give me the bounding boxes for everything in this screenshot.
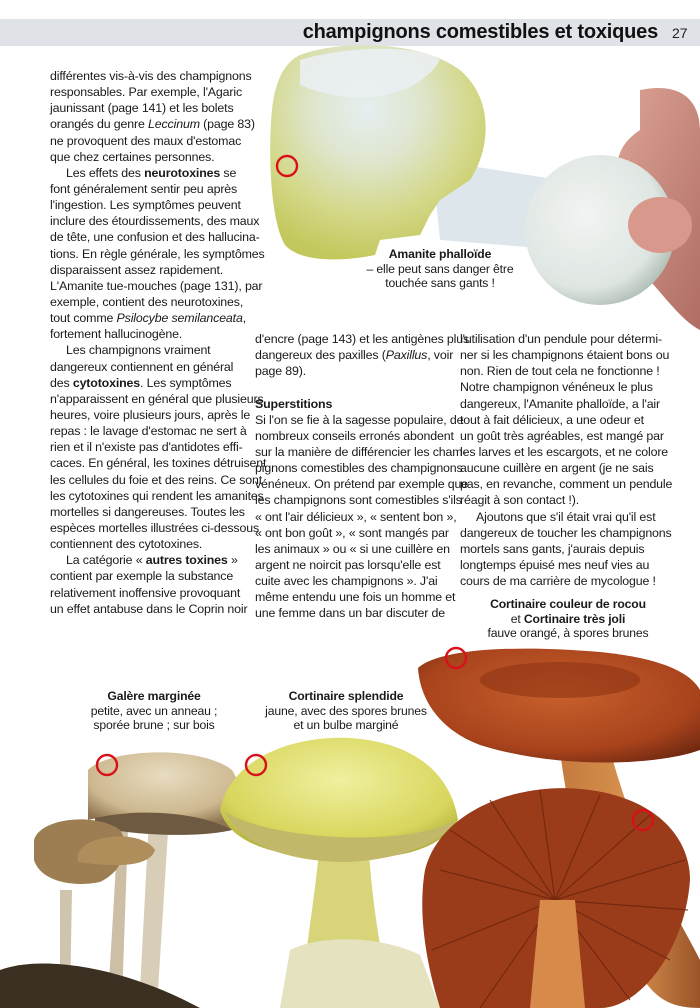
- text-line: [50, 552, 266, 568]
- text-segment: Les effets des: [66, 165, 145, 180]
- caption-text: – elle peut sans danger être: [366, 261, 514, 276]
- caption-title: Cortinaire très joli: [523, 611, 626, 626]
- text-segment: argent ne noircit pas lorsqu'elle est: [255, 557, 441, 572]
- caption-galere-marginee: [64, 689, 244, 733]
- text-segment: différentes vis-à-vis des champignons: [50, 69, 252, 83]
- text-line: [460, 428, 672, 444]
- text-line: [255, 347, 469, 363]
- bold-term: cytotoxines: [72, 375, 141, 390]
- text-segment: mortels sans gants, j'aurais depuis: [460, 541, 645, 556]
- text-line: [50, 359, 266, 375]
- text-segment: repas : le lavage d'estomac ne sert à: [50, 424, 247, 439]
- text-segment: de tête, une confusion et des hallucina-: [50, 230, 260, 245]
- text-segment: dangereux des paxilles (: [255, 348, 386, 363]
- text-line: [255, 444, 469, 460]
- caption-text: petite, avec un anneau ;: [90, 703, 218, 718]
- bold-term: autres toxines: [145, 553, 228, 568]
- text-segment: longtemps épuisé mes neuf vies au: [460, 557, 650, 572]
- text-line: [255, 379, 469, 395]
- text-segment: un goût très agréables, est mangé par: [460, 428, 664, 443]
- italic-term: Psilocybe semilanceata: [116, 311, 243, 326]
- text-line: [255, 460, 469, 476]
- text-segment: espèces mortelles illustrées ci-dessous: [50, 520, 260, 535]
- text-segment: La catégorie «: [66, 553, 146, 568]
- text-line: [50, 310, 266, 326]
- caption-text: jaune, avec des spores brunes: [265, 703, 427, 718]
- text-line: [50, 165, 266, 181]
- text-line: [460, 379, 672, 395]
- text-segment: . Les symptômes: [140, 375, 232, 390]
- caption-amanite-phalloide: [350, 247, 530, 291]
- text-line: [50, 262, 266, 278]
- text-line: [460, 509, 672, 525]
- cortinaire-rocou-photo: [418, 649, 700, 1008]
- cortinaire-splendide-photo: [220, 738, 458, 1008]
- text-line: [50, 423, 266, 439]
- text-line: [50, 488, 266, 504]
- caption-text: et un bulbe marginé: [293, 718, 399, 732]
- text-segment: fortement hallucinogène.: [50, 327, 183, 342]
- text-line: [255, 331, 469, 347]
- text-segment: inclure des étourdissements, des maux: [50, 214, 260, 229]
- text-segment: dangereux contiennent en général: [50, 359, 234, 374]
- text-segment: réagit à son contact !).: [460, 493, 579, 508]
- text-line: [255, 476, 469, 492]
- italic-term: Leccinum: [148, 117, 200, 132]
- text-line: [255, 396, 469, 412]
- galere-marginee-photo: [0, 752, 240, 1008]
- caption-text: touchée sans gants !: [385, 276, 495, 290]
- text-line: [255, 363, 469, 379]
- text-line: [460, 444, 672, 460]
- text-line: [460, 557, 672, 573]
- text-line: [255, 573, 469, 589]
- text-line: [460, 412, 672, 428]
- text-segment: pignons comestibles des champignons: [255, 461, 463, 476]
- caption-title: Galère marginée: [107, 689, 201, 703]
- bold-term: neurotoxines: [144, 165, 221, 180]
- text-line: [460, 331, 672, 347]
- text-line: [50, 68, 266, 84]
- text-line: [460, 347, 672, 363]
- text-line: [460, 525, 672, 541]
- text-segment: « ont bon goût », « sont mangés par: [255, 525, 449, 540]
- text-segment: ner si les champignons étaient bons ou: [460, 348, 670, 363]
- text-line: [460, 573, 672, 589]
- page-title: champignons comestibles et toxiques: [302, 21, 658, 43]
- text-line: [50, 149, 266, 165]
- text-segment: disparaissent assez rapidement.: [50, 262, 224, 277]
- text-line: [50, 407, 266, 423]
- caption-text: fauve orangé, à spores brunes: [487, 626, 649, 640]
- text-segment: »: [227, 553, 238, 568]
- text-line: [50, 439, 266, 455]
- text-segment: les cellules du foie et des reins. Ce sont: [50, 472, 263, 487]
- text-line: [50, 181, 266, 197]
- text-segment: L'Amanite tue-mouches (page 131), par: [50, 278, 263, 293]
- text-line: [255, 509, 469, 525]
- text-column-3: [460, 331, 672, 589]
- text-segment: une femme dans un bar discuter de: [255, 606, 445, 621]
- text-line: [255, 589, 469, 605]
- text-segment: Les champignons vraiment: [66, 343, 211, 358]
- text-line: [50, 568, 266, 584]
- text-segment: heures, voire plusieurs jours, après le: [50, 407, 251, 422]
- text-segment: cuite avec les champignons ». J'ai: [255, 574, 438, 589]
- caption-title: Amanite phalloïde: [388, 247, 492, 261]
- text-line: [255, 428, 469, 444]
- text-segment: se: [220, 165, 237, 180]
- text-line: [255, 412, 469, 428]
- text-line: [460, 396, 672, 412]
- text-line: [460, 492, 672, 508]
- text-segment: dangereux, l'Amanite phalloïde, a l'air: [460, 396, 661, 411]
- text-segment: orangés du genre: [50, 117, 149, 132]
- text-line: [255, 492, 469, 508]
- text-line: [460, 476, 672, 492]
- text-line: [50, 294, 266, 310]
- text-segment: jaunissant (page 141) et les bolets: [50, 101, 234, 116]
- text-line: [50, 601, 266, 617]
- text-segment: cours de ma carrière de mycologue !: [460, 574, 656, 589]
- text-segment: « ont l'air délicieux », « sentent bon »,: [255, 509, 457, 524]
- text-segment: contiennent des cytotoxines.: [50, 537, 203, 552]
- text-segment: même entendu une fois un homme et: [255, 590, 456, 605]
- text-segment: l'utilisation d'un pendule pour détermi-: [460, 332, 662, 346]
- text-segment: des: [50, 375, 73, 390]
- text-line: [50, 116, 266, 132]
- text-segment: , voir: [427, 348, 454, 363]
- text-segment: Ajoutons que s'il était vrai qu'il est: [476, 509, 656, 524]
- text-line: [50, 375, 266, 391]
- text-segment: exemple, contient des neurotoxines,: [50, 294, 244, 309]
- text-segment: les cytotoxines qui rendent les amanites: [50, 488, 264, 503]
- italic-term: Paxillus: [385, 348, 428, 363]
- text-segment: les larves et les escargots, et ne colore: [460, 444, 669, 459]
- text-line: [50, 472, 266, 488]
- text-line: [50, 536, 266, 552]
- page-number: 27: [672, 25, 688, 41]
- caption-title: Cortinaire splendide: [288, 689, 404, 703]
- text-segment: rien et il n'existe pas d'antidotes effi-: [50, 440, 243, 455]
- text-line: [50, 133, 266, 149]
- text-line: [50, 84, 266, 100]
- text-line: [255, 525, 469, 541]
- text-line: [460, 541, 672, 557]
- text-segment: tout à fait délicieux, a une odeur et: [460, 412, 644, 427]
- caption-connector: et: [510, 611, 521, 626]
- text-line: [50, 455, 266, 471]
- text-segment: d'encre (page 143) et les antigènes plus: [255, 332, 470, 346]
- text-column-2: [255, 331, 469, 622]
- text-segment: dangereux de toucher les champignons: [460, 525, 672, 540]
- text-segment: relativement inoffensive provoquant: [50, 585, 241, 600]
- caption-text: sporée brune ; sur bois: [93, 718, 215, 732]
- text-segment: tout comme: [50, 311, 117, 326]
- text-segment: les animaux » ou « si une cuillère en: [255, 541, 450, 556]
- text-segment: ne provoquent des maux d'estomac: [50, 133, 242, 148]
- text-line: [50, 100, 266, 116]
- caption-cortinaire-rocou: [468, 597, 668, 641]
- text-segment: font généralement sentir peu après: [50, 181, 238, 196]
- text-segment: vénéneux. On prétend par exemple que: [255, 477, 468, 492]
- text-segment: les champignons sont comestibles s'ils: [255, 493, 462, 508]
- text-segment: caces. En général, les toxines détruisent: [50, 456, 267, 471]
- text-segment: que chez certaines personnes.: [50, 149, 215, 164]
- text-segment: responsables. Par exemple, l'Agaric: [50, 85, 243, 100]
- text-line: [255, 605, 469, 621]
- text-segment: aucune cuillère en argent (je ne sais: [460, 461, 654, 476]
- text-column-1: [50, 68, 266, 617]
- text-segment: n'apparaissent en général que plusieurs: [50, 391, 264, 406]
- text-segment: non. Rien de tout cela ne fonctionne !: [460, 364, 660, 379]
- text-segment: l'ingestion. Les symptômes peuvent: [50, 198, 241, 213]
- text-line: [255, 557, 469, 573]
- text-segment: (page 83): [199, 117, 255, 132]
- text-line: [460, 363, 672, 379]
- text-line: [50, 229, 266, 245]
- text-line: [50, 197, 266, 213]
- text-segment: Si l'on se fie à la sagesse populaire, de: [255, 412, 464, 427]
- text-line: [255, 541, 469, 557]
- caption-cortinaire-splendide: [256, 689, 436, 733]
- text-segment: Notre champignon vénéneux le plus: [460, 380, 653, 395]
- text-segment: sur la manière de différencier les cham-: [255, 444, 467, 459]
- bold-term: Superstitions: [255, 396, 333, 411]
- text-line: [50, 504, 266, 520]
- text-line: [50, 213, 266, 229]
- text-segment: page 89).: [255, 364, 307, 379]
- text-line: [50, 342, 266, 358]
- text-segment: ,: [242, 311, 247, 326]
- text-line: [50, 278, 266, 294]
- caption-title: Cortinaire couleur de rocou: [490, 597, 646, 611]
- text-line: [50, 520, 266, 536]
- text-line: [50, 326, 266, 342]
- text-line: [460, 460, 672, 476]
- text-line: [50, 246, 266, 262]
- text-segment: pas, en revanche, comment un pendule: [460, 477, 673, 492]
- text-line: [50, 585, 266, 601]
- text-segment: mortelles si dangereuses. Toutes les: [50, 504, 245, 519]
- text-segment: nombreux conseils erronés abondent: [255, 428, 454, 443]
- text-segment: contient par exemple la substance: [50, 569, 234, 584]
- text-line: [50, 391, 266, 407]
- text-segment: tions. En règle générale, les symptômes: [50, 246, 265, 261]
- text-segment: un effet antabuse dans le Coprin noir: [50, 601, 248, 616]
